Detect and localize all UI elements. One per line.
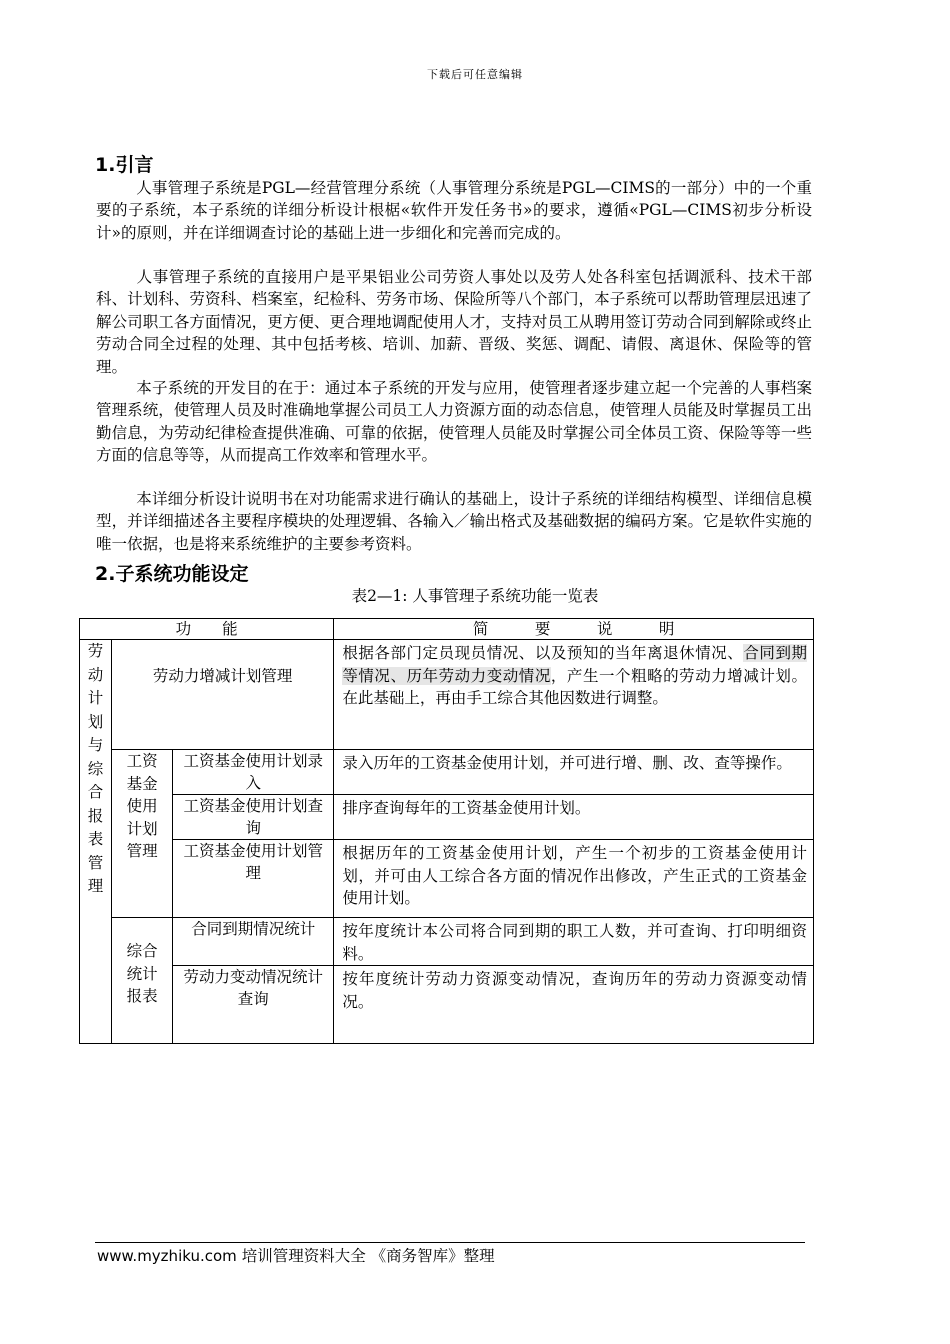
paragraph-1: 人事管理子系统是PGL—经营管理分系统（人事管理分系统是PGL—CIMS的一部分）中的一个重要的子系统，本子系统的详细分析设计根椐«软件开发任务书»的要求，遵循«PGL—CIMS初步分析设计»的原则，并在详细调查讨论的基础上进一步细化和完善而完成的。: [96, 179, 812, 242]
description-cell: [334, 966, 814, 1044]
function-cell: [173, 750, 334, 795]
page-header: 下载后可任意编辑: [427, 68, 523, 81]
table-row: [80, 795, 814, 840]
subgroup-cell: [112, 750, 173, 918]
header-description: 简 要 说 明: [334, 619, 814, 640]
table-row: [80, 640, 814, 750]
function-label: 劳动力增减计划管理: [152, 667, 293, 685]
paragraph-3: 本子系统的开发目的在于：通过本子系统的开发与应用，使管理者逐步建立起一个完善的人事档案管理系统，使管理人员及时准确地掌握公司员工人力资源方面的动态信息，使管理人员能及时掌握员工出勤信息，为劳动纪律检查提供准确、可靠的依据，使管理人员能及时掌握公司全体员工资、保险等等一些方面的信息等等，从而提高工作效率和管理水平。: [96, 379, 812, 465]
subgroup-cell: [112, 918, 173, 1044]
group-label: 劳动计划与综合报表管理: [87, 642, 104, 895]
function-cell: [173, 966, 334, 1044]
header-function: 功 能: [80, 619, 334, 640]
paragraph-2: 人事管理子系统的直接用户是平果铝业公司劳资人事处以及劳人处各科室包括调派科、技术干部科、计划科、劳资科、档案室，纪检科、劳务市场、保险所等八个部门，本子系统可以帮助管理层迅速了解公司职工各方面情况，更方便、更合理地调配使用人才，支持对员工从聘用签订劳动合同到解除或终止劳动合同全过程的处理、其中包括考核、培训、加薪、晋级、奖惩、调配、请假、离退休、保险等的管理。: [96, 268, 812, 376]
group-label-cell: [80, 640, 112, 1044]
function-label: 工资基金使用计划录入: [183, 752, 323, 792]
subgroup-label: 工资基金使用计划管理: [126, 752, 158, 861]
table-row: [80, 918, 814, 966]
function-cell: [112, 640, 334, 750]
function-cell: [173, 840, 334, 918]
paragraph-4: 本详细分析设计说明书在对功能需求进行确认的基础上，设计子系统的详细结构模型、详细信息模型，并详细描述各主要程序模块的处理逻辑、各输入／输出格式及基础数据的编码方案。它是软件实施的唯一依据，也是将来系统维护的主要参考资料。: [96, 490, 812, 553]
table-caption: 表2—1: 人事管理子系统功能一览表: [351, 587, 599, 605]
function-cell: [173, 918, 334, 966]
description-cell: [334, 840, 814, 918]
highlighted-text: 合同到期等情况、历年劳动力变动情况: [342, 644, 807, 685]
section-2-title: 2.子系统功能设定: [95, 563, 249, 585]
description-text: 排序查询每年的工资基金使用计划。: [342, 799, 591, 817]
function-label: 合同到期情况统计: [191, 920, 316, 938]
table-row: [80, 840, 814, 918]
function-label: 工资基金使用计划管理: [183, 842, 323, 882]
description-text: 按年度统计劳动力资源变动情况，查询历年的劳动力资源变动情况。: [342, 970, 807, 1011]
description-cell: [334, 918, 814, 966]
footer-text: 培训管理资料大全 《商务智库》整理: [236, 1247, 495, 1265]
table-row: [80, 966, 814, 1044]
function-label: 工资基金使用计划查询: [183, 797, 323, 837]
description-text: 按年度统计本公司将合同到期的职工人数，并可查询、打印明细资料。: [342, 922, 807, 963]
subgroup-label: 综合统计报表: [126, 942, 158, 1006]
function-label: 劳动力变动情况统计查询: [183, 968, 323, 1008]
function-cell: [173, 795, 334, 840]
table-header-row: [80, 619, 814, 640]
page-footer: [97, 1244, 495, 1266]
footer-site-link[interactable]: www.myzhiku.com: [97, 1247, 237, 1265]
description-cell: [334, 640, 814, 750]
section-1-title: 1.引言: [95, 154, 154, 176]
description-text: 录入历年的工资基金使用计划，并可进行增、删、改、查等操作。: [342, 754, 792, 772]
description-text: 根据历年的工资基金使用计划，产生一个初步的工资基金使用计划，并可由人工综合各方面的情况作出修改，产生正式的工资基金使用计划。: [342, 844, 807, 907]
description-cell: [334, 795, 814, 840]
table-row: [80, 750, 814, 795]
function-table: [79, 618, 814, 1044]
footer-divider: [95, 1242, 805, 1243]
description-text: 根据各部门定员现员情况、以及预知的当年离退休情况、合同到期等情况、历年劳动力变动情况，产生一个粗略的劳动力增减计划。在此基础上，再由手工综合其他因数进行调整。: [342, 644, 807, 707]
description-cell: [334, 750, 814, 795]
